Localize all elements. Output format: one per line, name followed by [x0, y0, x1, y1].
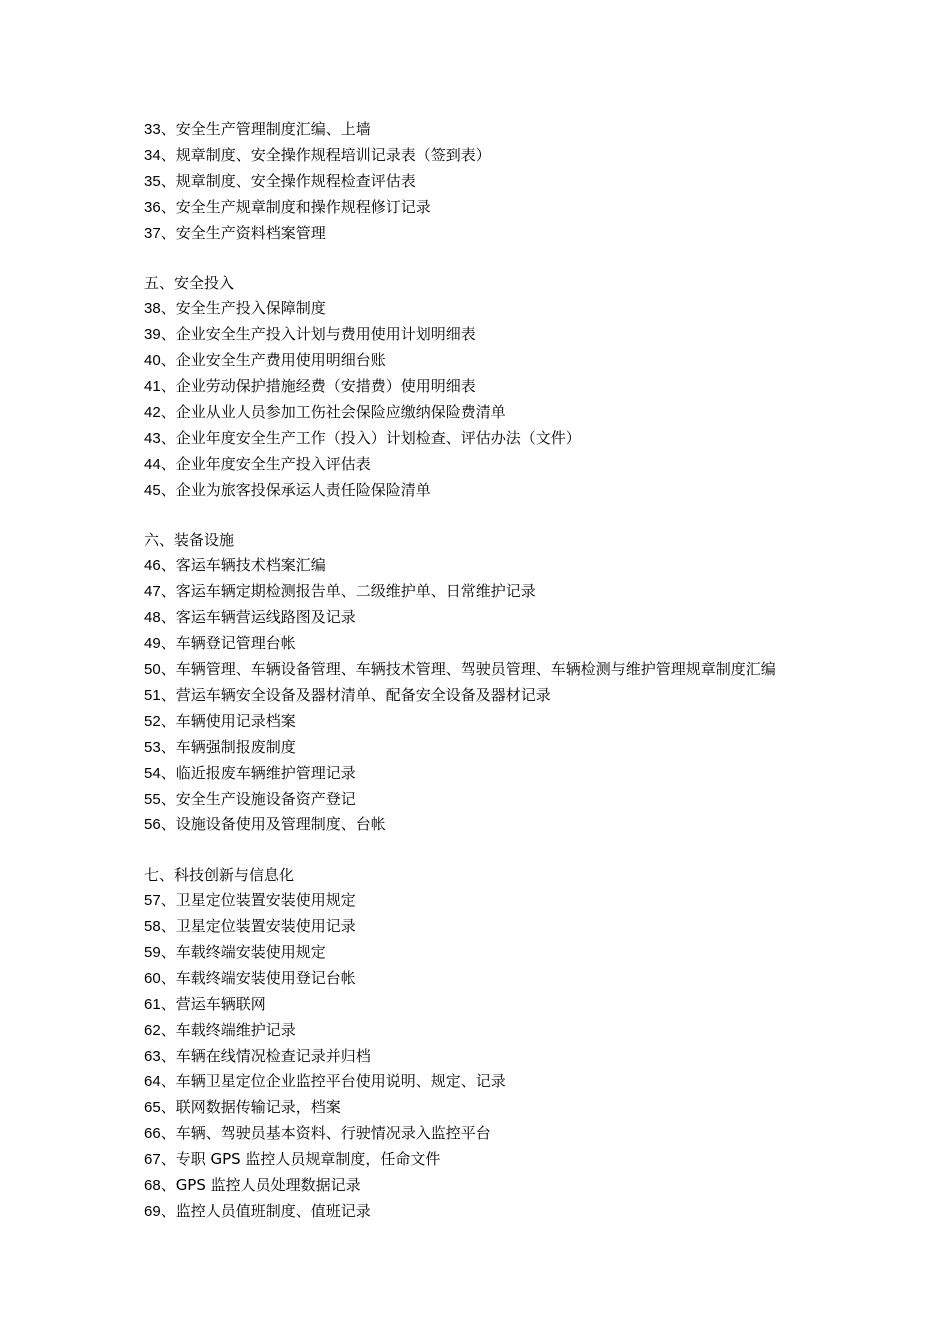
- list-item: 52、车辆使用记录档案: [144, 711, 296, 730]
- list-item: 40、企业安全生产费用使用明细台账: [144, 351, 386, 370]
- list-item: 63、车辆在线情况检查记录并归档: [144, 1046, 371, 1065]
- list-item: 51、营运车辆安全设备及器材清单、配备安全设备及器材记录: [144, 685, 551, 704]
- section-heading: 七、科技创新与信息化: [144, 866, 295, 885]
- list-item: 38、安全生产投入保障制度: [144, 299, 326, 318]
- list-item: 33、安全生产管理制度汇编、上墙: [144, 120, 371, 138]
- list-item: 49、车辆登记管理台帐: [144, 634, 296, 653]
- list-item: 34、规章制度、安全操作规程培训记录表（签到表）: [144, 145, 491, 164]
- list-item: 59、车载终端安装使用规定: [144, 942, 326, 961]
- section-heading: 六、装备设施: [144, 531, 235, 550]
- section-heading: 五、安全投入: [144, 274, 235, 293]
- list-item: 39、企业安全生产投入计划与费用使用计划明细表: [144, 325, 476, 344]
- section-spacer: [144, 838, 824, 863]
- list-item: 62、车载终端维护记录: [144, 1020, 296, 1039]
- list-item: 47、客运车辆定期检测报告单、二级维护单、日常维护记录: [144, 582, 536, 601]
- list-item: 67、专职 GPS 监控人员规章制度，任命文件: [144, 1150, 441, 1169]
- list-item: 44、企业年度安全生产投入评估表: [144, 454, 371, 473]
- list-item: 48、客运车辆营运线路图及记录: [144, 608, 356, 627]
- list-item: 69、监控人员值班制度、值班记录: [144, 1202, 371, 1221]
- list-item: 53、车辆强制报废制度: [144, 737, 296, 756]
- list-item: 36、安全生产规章制度和操作规程修订记录: [144, 197, 431, 216]
- section-tech-innovation: [144, 863, 824, 1225]
- list-item: 54、临近报废车辆维护管理记录: [144, 763, 356, 782]
- list-item: 45、企业为旅客投保承运人责任险保险清单: [144, 480, 431, 499]
- document-body: [144, 117, 824, 1225]
- list-item: 37、安全生产资料档案管理: [144, 223, 326, 242]
- list-item: 57、卫星定位装置安装使用规定: [144, 891, 356, 910]
- section-spacer: [144, 504, 824, 529]
- section-equipment-facilities: [144, 528, 824, 838]
- list-item: 41、企业劳动保护措施经费（安措费）使用明细表: [144, 377, 476, 396]
- list-item: 43、企业年度安全生产工作（投入）计划检查、评估办法（文件）: [144, 428, 581, 447]
- list-item: 42、企业从业人员参加工伤社会保险应缴纳保险费清单: [144, 402, 506, 421]
- list-item: 46、客运车辆技术档案汇编: [144, 556, 326, 575]
- list-item: 55、安全生产设施设备资产登记: [144, 789, 356, 808]
- list-item: 60、车载终端安装使用登记台帐: [144, 968, 356, 987]
- section-continued: [144, 117, 824, 247]
- list-item: 61、营运车辆联网: [144, 994, 266, 1013]
- list-item: 68、GPS 监控人员处理数据记录: [144, 1176, 361, 1195]
- list-item: 65、联网数据传输记录，档案: [144, 1098, 341, 1117]
- list-item: 50、车辆管理、车辆设备管理、车辆技术管理、驾驶员管理、车辆检测与维护管理规章制度汇编: [144, 660, 776, 678]
- list-item: 56、设施设备使用及管理制度、台帐: [144, 815, 386, 834]
- section-safety-investment: [144, 271, 824, 503]
- list-item: 35、规章制度、安全操作规程检查评估表: [144, 171, 416, 190]
- list-item: 66、车辆、驾驶员基本资料、行驶情况录入监控平台: [144, 1124, 491, 1143]
- section-spacer: [144, 247, 824, 272]
- list-item: 64、车辆卫星定位企业监控平台使用说明、规定、记录: [144, 1072, 506, 1091]
- list-item: 58、卫星定位装置安装使用记录: [144, 917, 356, 936]
